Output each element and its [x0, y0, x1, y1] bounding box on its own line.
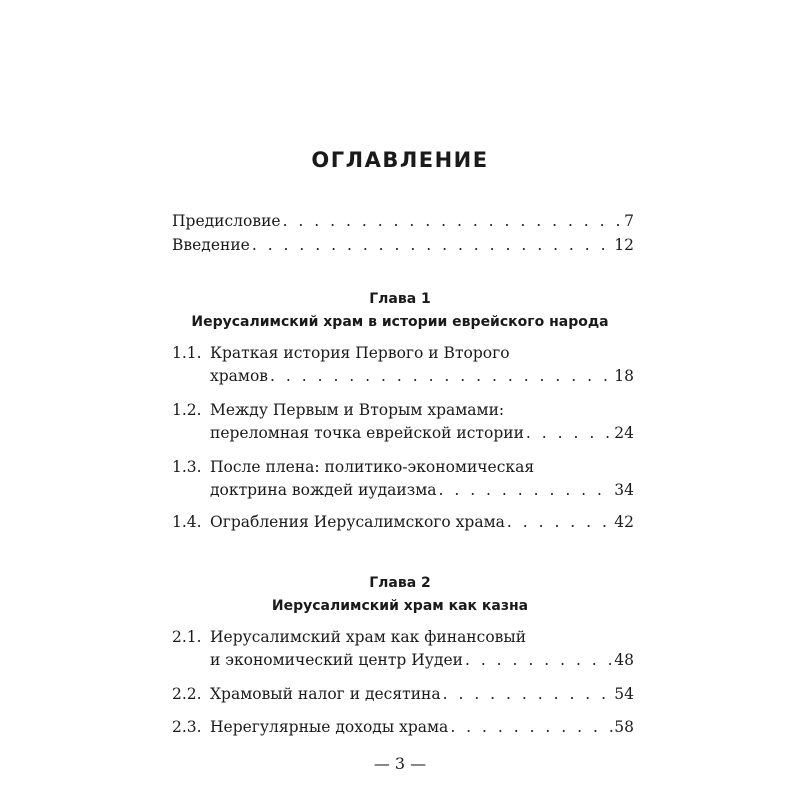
section-page: 58: [614, 718, 634, 736]
entry-page: 12: [614, 236, 634, 254]
toc-section-2-1-line1: [172, 628, 634, 650]
section-text: После плена: политико-экономическая: [210, 458, 535, 476]
leader-dots: [437, 481, 615, 499]
section-page: 18: [614, 367, 634, 385]
chapter-1-label: Глава 1: [369, 291, 431, 307]
section-text: храмов: [210, 367, 269, 385]
toc-section-1-2-line1: [172, 401, 634, 423]
chapter-1-title: Иерусалимский храм в истории еврейского народа: [191, 314, 609, 330]
chapter-2-title: Иерусалимский храм как казна: [271, 598, 529, 614]
toc-section-2-3: [172, 718, 634, 740]
leader-dots: [524, 424, 614, 442]
section-page: 42: [614, 513, 634, 531]
section-number: 1.1.: [172, 344, 202, 362]
toc-section-1-1-line2: [172, 367, 634, 389]
section-text: Храмовый налог и десятина: [210, 685, 441, 703]
toc-section-1-4: [172, 513, 634, 535]
section-page: 48: [614, 651, 634, 669]
toc-section-1-3-line1: [172, 458, 634, 480]
section-number: 2.2.: [172, 685, 202, 703]
section-text: Ограбления Иерусалимского храма: [210, 513, 505, 531]
leader-dots: [441, 685, 615, 703]
toc-section-1-2-line2: [172, 424, 634, 446]
toc-title: ОГЛАВЛЕНИЕ: [311, 148, 489, 172]
leader-dots: [268, 367, 614, 385]
section-number: 1.2.: [172, 401, 202, 419]
section-text: и экономический центр Иудеи: [210, 651, 463, 669]
section-number: 1.4.: [172, 513, 202, 531]
page-number: — 3 —: [373, 754, 427, 773]
section-text: Между Первым и Вторым храмами:: [210, 401, 505, 419]
section-text: переломная точка еврейской истории: [210, 424, 524, 442]
section-number: 2.3.: [172, 718, 202, 736]
section-text: доктрина вождей иудаизма: [210, 481, 437, 499]
section-page: 34: [614, 481, 634, 499]
section-text: Нерегулярные доходы храма: [210, 718, 449, 736]
section-number: 1.3.: [172, 458, 202, 476]
entry-text: Введение: [172, 236, 250, 254]
toc-entry-preface: [172, 212, 634, 234]
toc-entry-introduction: [172, 236, 634, 258]
toc-section-1-1-line1: [172, 344, 634, 366]
leader-dots: [448, 718, 614, 736]
toc-section-2-2: [172, 685, 634, 707]
leader-dots: [505, 513, 614, 531]
section-number: 2.1.: [172, 628, 202, 646]
leader-dots: [281, 212, 625, 230]
chapter-2-label: Глава 2: [369, 575, 431, 591]
toc-section-1-3-line2: [172, 481, 634, 503]
section-page: 24: [614, 424, 634, 442]
section-text: Иерусалимский храм как финансовый: [210, 628, 527, 646]
leader-dots: [250, 236, 614, 254]
section-page: 54: [614, 685, 634, 703]
toc-section-2-1-line2: [172, 651, 634, 673]
entry-text: Предисловие: [172, 212, 281, 230]
leader-dots: [463, 651, 614, 669]
entry-page: 7: [624, 212, 634, 230]
section-text: Краткая история Первого и Второго: [210, 344, 510, 362]
